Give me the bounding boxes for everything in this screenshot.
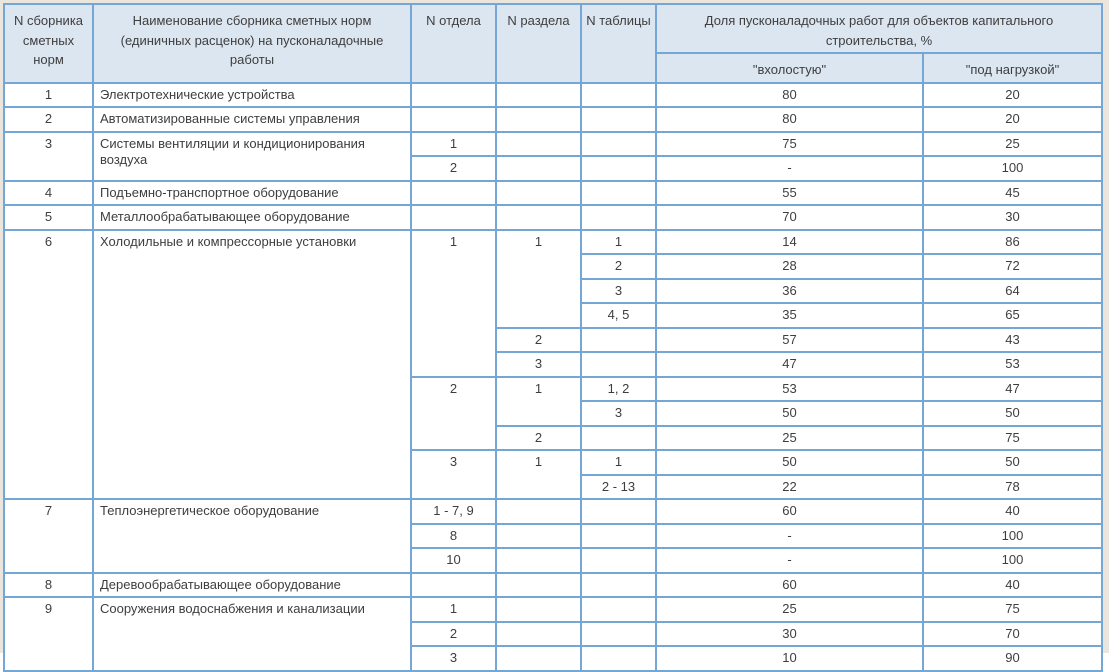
cell-idle: 22 bbox=[656, 475, 923, 500]
cell-idle: 50 bbox=[656, 450, 923, 475]
table-row bbox=[4, 181, 1102, 206]
cell-tab bbox=[581, 181, 656, 206]
cell-idle: 60 bbox=[656, 499, 923, 524]
cell-name: Электротехнические устройства bbox=[93, 83, 411, 108]
header-idle: "вхолостую" bbox=[656, 53, 923, 83]
cell-dept: 1 bbox=[411, 230, 496, 377]
cell-dept bbox=[411, 181, 496, 206]
cell-tab: 1, 2 bbox=[581, 377, 656, 402]
cell-load: 43 bbox=[923, 328, 1102, 353]
cell-num: 5 bbox=[4, 205, 93, 230]
cell-idle: 36 bbox=[656, 279, 923, 304]
cell-tab bbox=[581, 132, 656, 157]
cell-name: Автоматизированные системы управления bbox=[93, 107, 411, 132]
table-row bbox=[4, 230, 1102, 255]
cell-sect bbox=[496, 156, 581, 181]
cell-dept: 2 bbox=[411, 156, 496, 181]
cell-idle: 14 bbox=[656, 230, 923, 255]
cell-dept: 2 bbox=[411, 377, 496, 451]
cell-load: 47 bbox=[923, 377, 1102, 402]
cell-tab bbox=[581, 622, 656, 647]
cell-dept bbox=[411, 107, 496, 132]
cell-num: 6 bbox=[4, 230, 93, 500]
cell-num: 1 bbox=[4, 83, 93, 108]
cell-name: Холодильные и компрессорные установки bbox=[93, 230, 411, 500]
cell-tab bbox=[581, 573, 656, 598]
cell-sect bbox=[496, 499, 581, 524]
header-share-group: Доля пусконаладочных работ для объектов капитального строительства, % bbox=[656, 4, 1102, 53]
cell-load: 20 bbox=[923, 83, 1102, 108]
cell-idle: 80 bbox=[656, 83, 923, 108]
cell-load: 25 bbox=[923, 132, 1102, 157]
cell-name: Деревообрабатывающее оборудование bbox=[93, 573, 411, 598]
cell-tab bbox=[581, 156, 656, 181]
cell-idle: 55 bbox=[656, 181, 923, 206]
header-under-load: "под нагрузкой" bbox=[923, 53, 1102, 83]
cell-sect bbox=[496, 524, 581, 549]
cell-dept bbox=[411, 573, 496, 598]
cell-sect bbox=[496, 83, 581, 108]
cell-idle: - bbox=[656, 156, 923, 181]
cell-idle: 75 bbox=[656, 132, 923, 157]
table-row bbox=[4, 499, 1102, 524]
cell-sect: 2 bbox=[496, 328, 581, 353]
cell-name: Металлообрабатывающее оборудование bbox=[93, 205, 411, 230]
cell-tab bbox=[581, 107, 656, 132]
cell-idle: 50 bbox=[656, 401, 923, 426]
cell-idle: 30 bbox=[656, 622, 923, 647]
cell-load: 53 bbox=[923, 352, 1102, 377]
cell-dept bbox=[411, 205, 496, 230]
cell-load: 65 bbox=[923, 303, 1102, 328]
cell-dept: 1 bbox=[411, 132, 496, 157]
cell-tab bbox=[581, 548, 656, 573]
cell-idle: 28 bbox=[656, 254, 923, 279]
cell-idle: 60 bbox=[656, 573, 923, 598]
cell-load: 20 bbox=[923, 107, 1102, 132]
table-row bbox=[4, 107, 1102, 132]
cell-load: 45 bbox=[923, 181, 1102, 206]
cell-load: 64 bbox=[923, 279, 1102, 304]
table-header bbox=[4, 4, 1102, 83]
cell-dept: 1 bbox=[411, 597, 496, 622]
cell-sect bbox=[496, 205, 581, 230]
cell-tab bbox=[581, 597, 656, 622]
header-table-number: N таблицы bbox=[581, 4, 656, 83]
cell-idle: 47 bbox=[656, 352, 923, 377]
cell-name: Теплоэнергетическое оборудование bbox=[93, 499, 411, 573]
cell-idle: 35 bbox=[656, 303, 923, 328]
cell-dept: 10 bbox=[411, 548, 496, 573]
cell-load: 100 bbox=[923, 524, 1102, 549]
cell-dept: 3 bbox=[411, 646, 496, 671]
cell-idle: 80 bbox=[656, 107, 923, 132]
table-row bbox=[4, 132, 1102, 157]
cell-sect bbox=[496, 181, 581, 206]
cell-num: 8 bbox=[4, 573, 93, 598]
cell-sect bbox=[496, 548, 581, 573]
cell-load: 90 bbox=[923, 646, 1102, 671]
cell-sect bbox=[496, 132, 581, 157]
cell-tab bbox=[581, 426, 656, 451]
cell-tab: 1 bbox=[581, 450, 656, 475]
cell-sect: 2 bbox=[496, 426, 581, 451]
table-row bbox=[4, 83, 1102, 108]
header-department-number: N отдела bbox=[411, 4, 496, 83]
cell-sect bbox=[496, 107, 581, 132]
cell-load: 30 bbox=[923, 205, 1102, 230]
cell-tab: 2 bbox=[581, 254, 656, 279]
header-section-number: N раздела bbox=[496, 4, 581, 83]
cell-dept bbox=[411, 83, 496, 108]
cell-sect bbox=[496, 622, 581, 647]
cell-load: 100 bbox=[923, 548, 1102, 573]
cell-tab: 2 - 13 bbox=[581, 475, 656, 500]
cell-idle: 70 bbox=[656, 205, 923, 230]
cell-sect: 1 bbox=[496, 377, 581, 426]
cell-dept: 2 bbox=[411, 622, 496, 647]
cell-tab bbox=[581, 352, 656, 377]
cell-load: 100 bbox=[923, 156, 1102, 181]
cell-load: 70 bbox=[923, 622, 1102, 647]
cell-name: Сооружения водоснабжения и канализации bbox=[93, 597, 411, 671]
table-row bbox=[4, 205, 1102, 230]
cell-idle: 57 bbox=[656, 328, 923, 353]
commissioning-share-table bbox=[3, 3, 1103, 672]
cell-tab: 4, 5 bbox=[581, 303, 656, 328]
cell-num: 4 bbox=[4, 181, 93, 206]
cell-idle: 10 bbox=[656, 646, 923, 671]
cell-idle: 25 bbox=[656, 597, 923, 622]
table-row bbox=[4, 573, 1102, 598]
table-row bbox=[4, 597, 1102, 622]
cell-num: 9 bbox=[4, 597, 93, 671]
cell-sect: 1 bbox=[496, 230, 581, 328]
header-collection-number: N сборника сметных норм bbox=[4, 4, 93, 83]
cell-idle: - bbox=[656, 524, 923, 549]
cell-num: 2 bbox=[4, 107, 93, 132]
cell-load: 75 bbox=[923, 426, 1102, 451]
header-collection-name: Наименование сборника сметных норм (единичных расценок) на пусконаладочные работы bbox=[93, 4, 411, 83]
cell-tab bbox=[581, 524, 656, 549]
cell-idle: 25 bbox=[656, 426, 923, 451]
cell-dept: 3 bbox=[411, 450, 496, 499]
cell-load: 78 bbox=[923, 475, 1102, 500]
cell-idle: 53 bbox=[656, 377, 923, 402]
cell-load: 50 bbox=[923, 450, 1102, 475]
cell-num: 7 bbox=[4, 499, 93, 573]
cell-load: 40 bbox=[923, 573, 1102, 598]
cell-tab: 1 bbox=[581, 230, 656, 255]
cell-load: 72 bbox=[923, 254, 1102, 279]
cell-dept: 8 bbox=[411, 524, 496, 549]
cell-load: 75 bbox=[923, 597, 1102, 622]
cell-tab bbox=[581, 83, 656, 108]
table-body bbox=[4, 83, 1102, 671]
header-row-1 bbox=[4, 4, 1102, 53]
cell-num: 3 bbox=[4, 132, 93, 181]
cell-tab bbox=[581, 205, 656, 230]
cell-sect: 1 bbox=[496, 450, 581, 499]
cell-sect bbox=[496, 573, 581, 598]
cell-load: 40 bbox=[923, 499, 1102, 524]
cell-name: Системы вентиляции и кондиционирования воздуха bbox=[93, 132, 411, 181]
cell-dept: 1 - 7, 9 bbox=[411, 499, 496, 524]
cell-load: 50 bbox=[923, 401, 1102, 426]
cell-tab: 3 bbox=[581, 279, 656, 304]
cell-sect bbox=[496, 646, 581, 671]
cell-sect: 3 bbox=[496, 352, 581, 377]
cell-load: 86 bbox=[923, 230, 1102, 255]
cell-tab bbox=[581, 328, 656, 353]
cell-sect bbox=[496, 597, 581, 622]
cell-tab bbox=[581, 499, 656, 524]
cell-tab: 3 bbox=[581, 401, 656, 426]
cell-idle: - bbox=[656, 548, 923, 573]
cell-name: Подъемно-транспортное оборудование bbox=[93, 181, 411, 206]
cell-tab bbox=[581, 646, 656, 671]
